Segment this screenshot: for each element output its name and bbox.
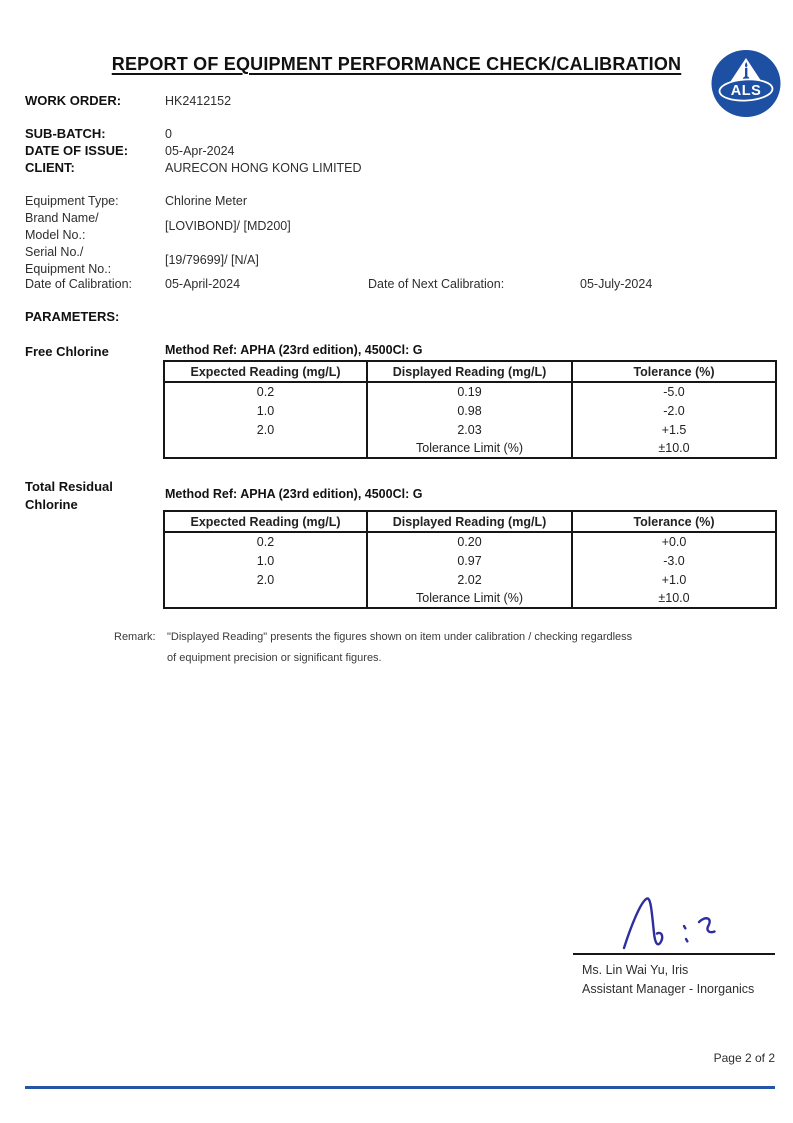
date-of-next-calibration-value: 05-July-2024 <box>580 277 653 291</box>
parameters-heading: PARAMETERS: <box>25 309 120 324</box>
table-cell: 0.2 <box>256 385 275 399</box>
date-of-issue-label: DATE OF ISSUE: <box>25 143 129 158</box>
table-row <box>164 570 776 589</box>
date-of-calibration-label: Date of Calibration: <box>25 277 133 291</box>
remark-line-1: "Displayed Reading" presents the figures shown on item under calibration / checking regardless <box>167 631 633 643</box>
col-header: Expected Reading (mg/L) <box>164 361 367 382</box>
table-cell: 2.0 <box>256 572 275 587</box>
sub-batch-value: 0 <box>165 127 172 141</box>
table-row <box>164 382 776 401</box>
table-cell-empty <box>164 439 367 458</box>
client-value: AURECON HONG KONG LIMITED <box>165 161 362 175</box>
svg-text:ALS: ALS <box>730 83 762 99</box>
table-cell: +1.5 <box>572 420 776 439</box>
free-chlorine-table <box>163 360 777 459</box>
section-name-line: Chlorine <box>25 497 78 512</box>
page-number: Page 2 of 2 <box>713 1051 775 1065</box>
method-ref-total-residual-chlorine: Method Ref: APHA (23rd edition), 4500Cl: G <box>165 487 423 501</box>
table-cell: 2.0 <box>256 422 275 437</box>
table-footer-row <box>164 589 776 608</box>
table-cell: 0.2 <box>256 535 275 549</box>
serial-equipment-value: [19/79699]/ [N/A] <box>165 253 259 267</box>
signature-image <box>610 884 730 961</box>
table-cell: 0.19 <box>367 382 572 401</box>
tolerance-limit-label: Tolerance Limit (%) <box>367 439 572 458</box>
signatory-title: Assistant Manager - Inorganics <box>582 982 755 996</box>
signatory-name: Ms. Lin Wai Yu, Iris <box>582 963 689 977</box>
col-header: Tolerance (%) <box>572 511 776 532</box>
sub-batch-label: SUB-BATCH: <box>25 126 106 141</box>
table-row <box>164 551 776 570</box>
client-label: CLIENT: <box>25 160 75 175</box>
table-cell: 2.03 <box>367 420 572 439</box>
total-residual-chlorine-table <box>163 510 777 609</box>
table-cell: -5.0 <box>572 382 776 401</box>
table-header-row <box>164 361 776 382</box>
table-row <box>164 532 776 551</box>
table-cell: 1.0 <box>256 403 275 418</box>
table-cell: 0.98 <box>367 401 572 420</box>
brand-model-value: [LOVIBOND]/ [MD200] <box>165 219 291 233</box>
remark-label: Remark: <box>114 631 156 643</box>
work-order-label: WORK ORDER: <box>25 93 122 108</box>
table-cell: +0.0 <box>572 532 776 551</box>
table-cell: +1.0 <box>572 570 776 589</box>
tolerance-limit-value: ±10.0 <box>572 439 776 458</box>
tolerance-limit-label: Tolerance Limit (%) <box>367 589 572 608</box>
table-cell-empty <box>164 589 367 608</box>
equipment-no-label: Equipment No.: <box>25 262 112 276</box>
work-order-value: HK2412152 <box>165 94 232 108</box>
remark-line-2: of equipment precision or significant figures. <box>167 652 382 664</box>
table-cell: 0.20 <box>367 532 572 551</box>
col-header: Displayed Reading (mg/L) <box>367 511 572 532</box>
section-name-free-chlorine: Free Chlorine <box>25 344 109 359</box>
footer-rule <box>25 1086 775 1089</box>
col-header: Tolerance (%) <box>572 361 776 382</box>
tolerance-limit-value: ±10.0 <box>572 589 776 608</box>
model-no-label: Model No.: <box>25 228 86 242</box>
date-of-calibration-value: 05-April-2024 <box>165 277 241 291</box>
table-cell: 1.0 <box>256 553 275 568</box>
serial-no-label: Serial No./ <box>25 245 84 259</box>
date-of-next-calibration-label: Date of Next Calibration: <box>368 277 505 291</box>
table-cell: -2.0 <box>572 401 776 420</box>
method-ref-free-chlorine: Method Ref: APHA (23rd edition), 4500Cl: G <box>165 343 423 357</box>
brand-name-label: Brand Name/ <box>25 211 99 225</box>
equipment-type-label: Equipment Type: <box>25 194 119 208</box>
table-row <box>164 420 776 439</box>
col-header: Displayed Reading (mg/L) <box>367 361 572 382</box>
table-header-row <box>164 511 776 532</box>
table-cell: 0.97 <box>367 551 572 570</box>
table-cell: 2.02 <box>367 570 572 589</box>
section-name-total-residual-chlorine <box>25 478 113 514</box>
col-header: Expected Reading (mg/L) <box>164 511 367 532</box>
table-cell: -3.0 <box>572 551 776 570</box>
als-logo-icon <box>711 49 781 123</box>
table-footer-row <box>164 439 776 458</box>
equipment-type-value: Chlorine Meter <box>165 194 247 208</box>
signature-line <box>573 953 775 955</box>
date-of-issue-value: 05-Apr-2024 <box>165 144 235 158</box>
table-row <box>164 401 776 420</box>
page-title: REPORT OF EQUIPMENT PERFORMANCE CHECK/CALIBRATION <box>111 54 682 74</box>
section-name-line: Total Residual <box>25 479 113 494</box>
